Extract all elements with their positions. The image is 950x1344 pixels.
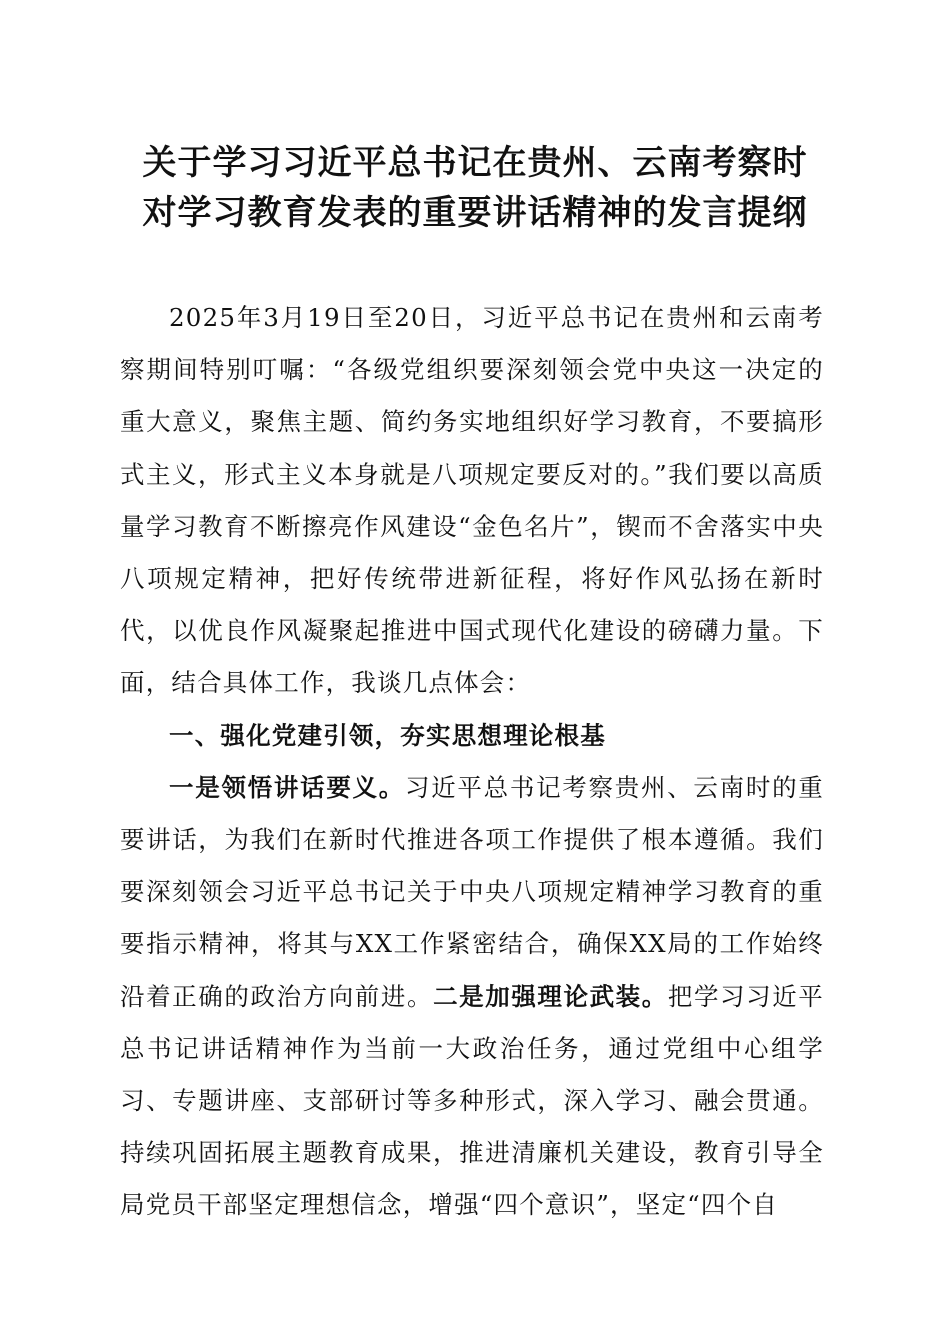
- point-1-text: 习近平总书记考察贵州、云南时的重要讲话，为我们在新时代推进各项工作提供了根本遵循。我们要深刻领会习近平总书记关于中央八项规定精神学习教育的重要指示精神，将其与XX工作紧密结合，确保XX局的工作始终沿着正确的政治方向前进。: [120, 772, 824, 1011]
- section-1-paragraph: [120, 762, 824, 1232]
- point-2-lead: 二是加强理论武装。: [433, 981, 668, 1011]
- document-body: [120, 292, 824, 1232]
- point-1-lead: 一是领悟讲话要义。: [169, 772, 405, 802]
- section-heading-1: 一、强化党建引领，夯实思想理论根基: [169, 720, 606, 750]
- title-line-1: 关于学习习近平总书记在贵州、云南考察时: [142, 143, 808, 183]
- document-title: [100, 138, 850, 238]
- title-line-2: 对学习教育发表的重要讲话精神的发言提纲: [142, 193, 808, 233]
- intro-paragraph: 2025年3月19日至20日，习近平总书记在贵州和云南考察期间特别叮嘱：“各级党组织要深刻领会党中央这一决定的重大意义，聚焦主题、简约务实地组织好学习教育，不要搞形式主义，形式主义本身就是八项规定要反对的。”我们要以高质量学习教育不断擦亮作风建设“金色名片”，锲而不舍落实中央八项规定精神，把好传统带进新征程，将好作风弘扬在新时代，以优良作风凝聚起推进中国式现代化建设的磅礴力量。下面，结合具体工作，我谈几点体会：: [120, 303, 824, 698]
- point-2-text: 把学习习近平总书记讲话精神作为当前一大政治任务，通过党组中心组学习、专题讲座、支部研讨等多种形式，深入学习、融会贯通。持续巩固拓展主题教育成果，推进清廉机关建设，教育引导全局党员干部坚定理想信念，增强“四个意识”，坚定“四个自: [120, 981, 824, 1220]
